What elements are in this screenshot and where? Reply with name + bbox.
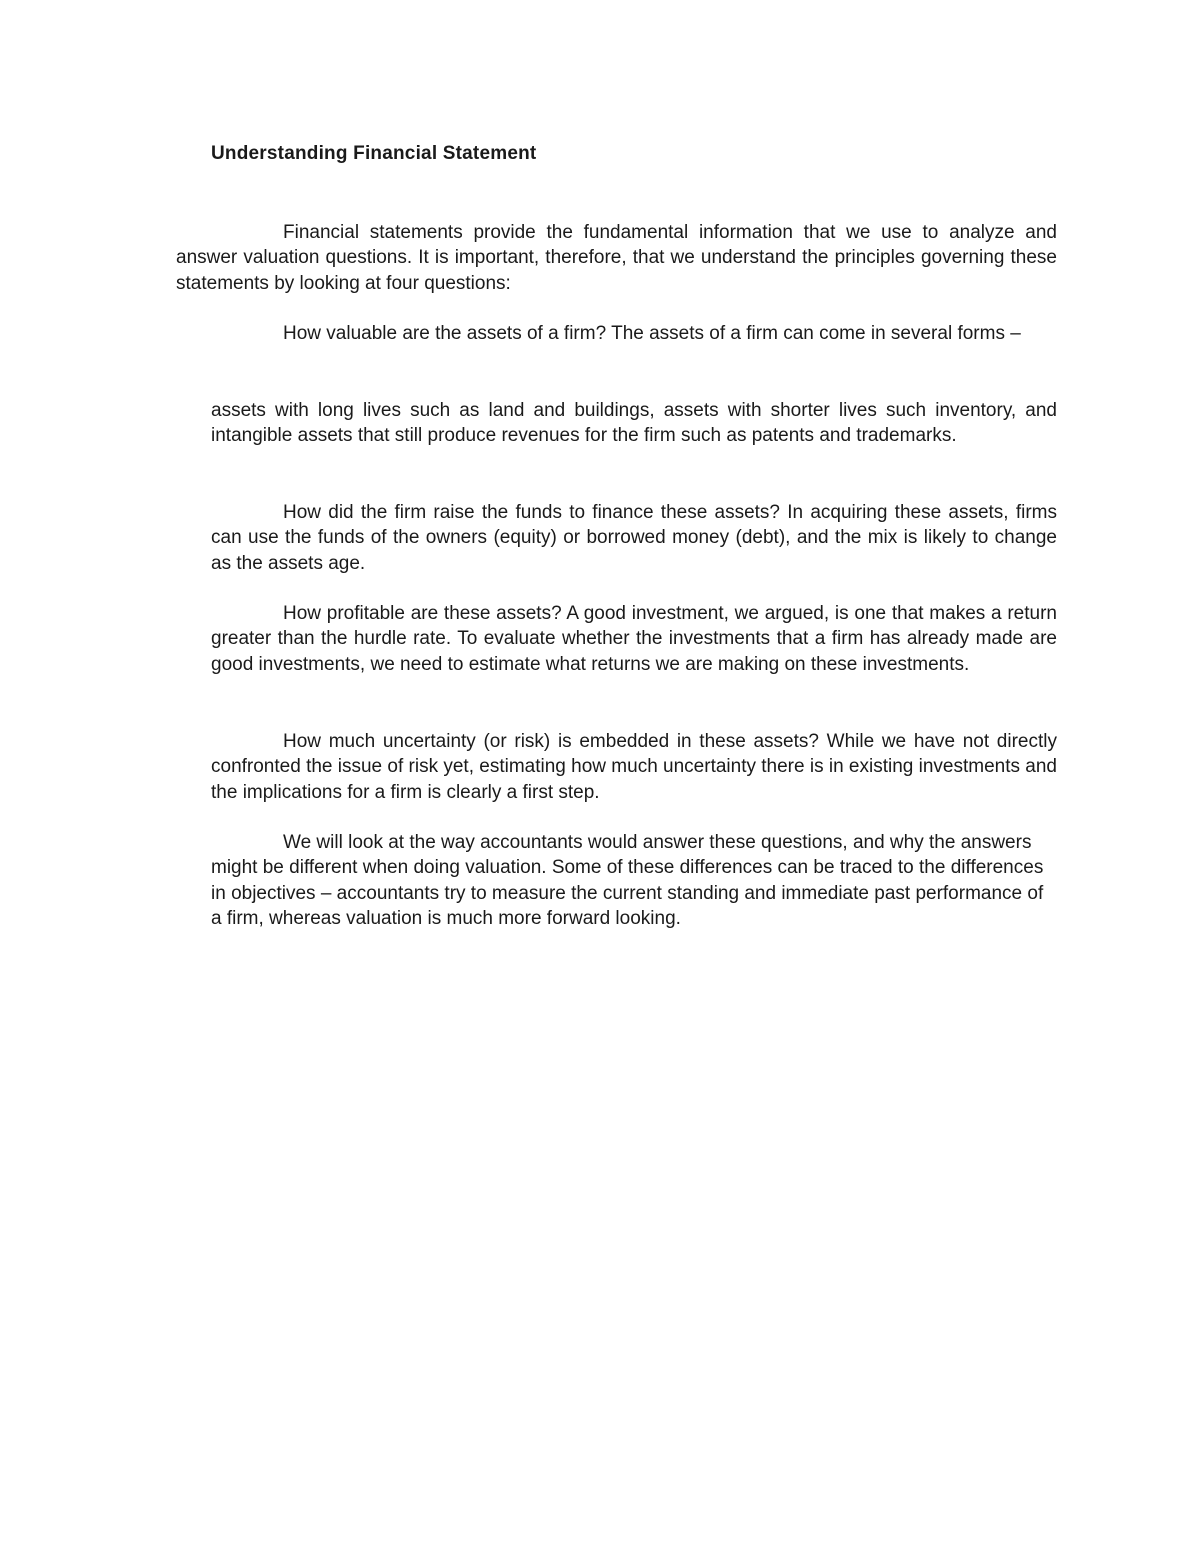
question-profitability-paragraph: How profitable are these assets? A good investment, we argued, is one that makes a return greater than the hurdle rate. To evaluate whether the investments that a firm has already made are good investments, we need to estimate what returns we are making on these investments.: [211, 603, 1057, 675]
document-title: Understanding Financial Statement: [211, 143, 537, 164]
intro-paragraph: Financial statements provide the fundamental information that we use to analyze and answer valuation questions. It is important, therefore, that we understand the principles governing these statements by looking at four questions:: [176, 222, 1057, 294]
question-assets-paragraph: How valuable are the assets of a firm? The assets of a firm can come in several forms –: [283, 323, 1021, 344]
assets-detail-paragraph: assets with long lives such as land and buildings, assets with shorter lives such inventory, and intangible assets that still produce revenues for the firm such as patents and trademarks.: [211, 400, 1057, 447]
question-funding-paragraph: How did the firm raise the funds to finance these assets? In acquiring these assets, firms can use the funds of the owners (equity) or borrowed money (debt), and the mix is likely to change as the assets age.: [211, 502, 1057, 574]
closing-paragraph: We will look at the way accountants would answer these questions, and why the answers might be different when doing valuation. Some of these differences can be traced to the differences in objectives – accountants try to measure the current standing and immediate past performance of a firm, whereas valuation is much more forward looking.: [211, 832, 1044, 929]
question-risk-paragraph: How much uncertainty (or risk) is embedded in these assets? While we have not directly confronted the issue of risk yet, estimating how much uncertainty there is in existing investments and the implications for a firm is clearly a first step.: [211, 731, 1057, 803]
